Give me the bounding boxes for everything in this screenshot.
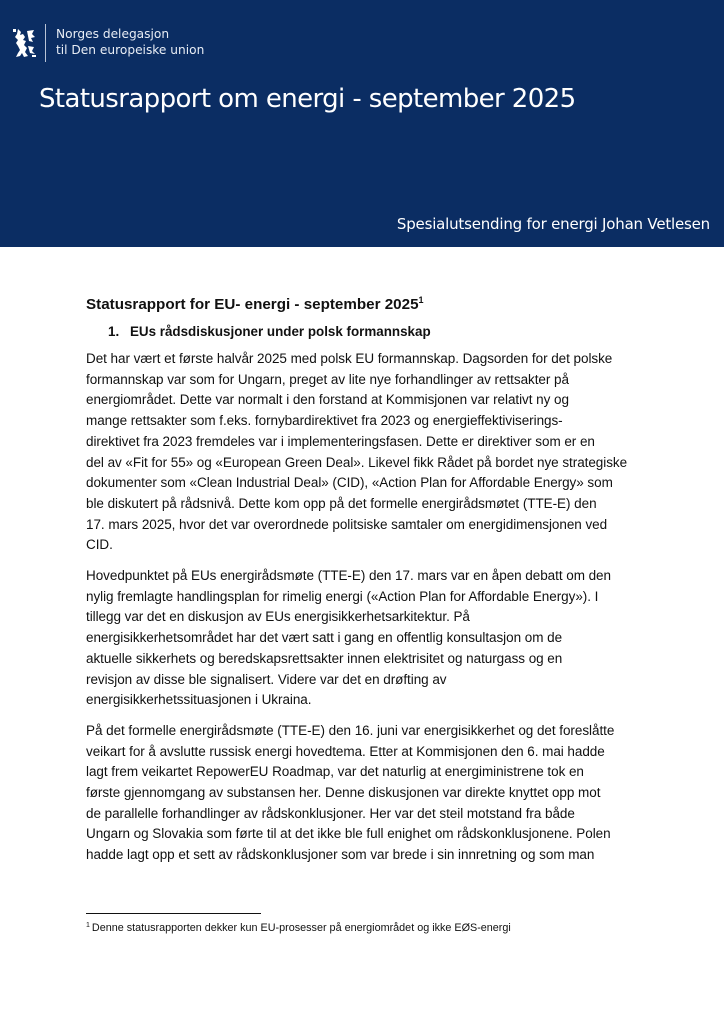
section-heading — [108, 324, 646, 339]
paragraph-line: Det har vært et første halvår 2025 med polsk EU formannskap. Dagsorden for det polske — [86, 351, 613, 366]
paragraph-line: del av «Fit for 55» og «European Green Deal». Likevel fikk Rådet på bordet nye strategiske — [86, 454, 628, 470]
paragraph-line: 17. mars 2025, hvor det var overordnede politsiske samtaler om energidimensjonen ved — [86, 516, 608, 532]
footnote-number: 1 — [86, 922, 90, 929]
paragraph-line: energiområdet. Dette var normalt i den forstand at Kommisjonen var relativt ny og — [86, 392, 569, 408]
document-body — [86, 296, 646, 876]
paragraph-3 — [86, 721, 646, 866]
paragraph-line: tillegg var det en diskusjon av EUs energisikkerhetsarkitektur. På — [86, 609, 470, 625]
report-heading-text: Statusrapport for EU- energi - september 2025 — [86, 296, 419, 313]
paragraph-line: nylig fremlagte handlingsplan for rimelig energi («Action Plan for Affordable Energy»). I — [86, 588, 599, 604]
paragraph-line: veikart for å avslutte russisk energi hovedtema. Etter at Kommisjonen den 6. mai hadde — [86, 743, 605, 759]
organization-line-1: Norges delegasjon — [56, 27, 170, 41]
section-number: 1. — [108, 324, 120, 339]
paragraph-1 — [86, 349, 646, 556]
paragraph-line: første gjennomgang av substansen her. Denne diskusjonen var direkte knyttet opp mot — [86, 785, 601, 801]
footnote-text: Denne statusrapporten dekker kun EU-prosesser på energiområdet og ikke EØS-energi — [91, 922, 511, 934]
report-heading — [86, 296, 646, 313]
organization-line-2: til Den europeiske union — [56, 42, 205, 57]
document-subtitle: Spesialutsending for energi Johan Vetlesen — [396, 215, 710, 233]
footnote-separator — [86, 913, 261, 914]
paragraph-line: energisikkerhetssituasjonen i Ukraina. — [86, 692, 312, 708]
paragraph-line: Ungarn og Slovakia som førte til at det ikke ble full enighet om rådskonklusjonene. Polen — [86, 826, 611, 842]
paragraph-line: Hovedpunktet på EUs energirådsmøte (TTE-E) den 17. mars var en åpen debatt om den — [86, 568, 611, 584]
document-title: Statusrapport om energi - september 2025 — [39, 84, 576, 114]
paragraph-line: lagt frem veikartet RepowerEU Roadmap, var det naturlig at energiministrene tok en — [86, 764, 584, 780]
coat-of-arms-lion-icon — [12, 26, 38, 60]
paragraph-line: energisikkerhetsområdet har det vært satt i gang en offentlig konsultasjon om de — [86, 630, 563, 646]
paragraph-line: aktuelle sikkerhets og beredskapsrettsakter innen elektrisitet og naturgass og en — [86, 650, 563, 666]
footnote — [86, 922, 511, 934]
paragraph-line: formannskap var som for Ungarn, preget av lite nye forhandlinger av rettsakter på — [86, 371, 569, 387]
logo-divider — [45, 24, 46, 62]
organization-name — [56, 27, 204, 58]
paragraph-line: de parallelle forhandlinger av rådskonklusjoner. Her var det steil motstand fra både — [86, 805, 575, 821]
paragraph-line: CID. — [86, 537, 113, 553]
footnote-reference[interactable]: 1 — [418, 295, 424, 305]
paragraph-line: På det formelle energirådsmøte (TTE-E) den 16. juni var energisikkerhet og det foreslåtte — [86, 722, 615, 738]
paragraph-line: revisjon av disse ble signalisert. Videre var det en drøfting av — [86, 671, 447, 687]
paragraph-line: direktivet fra 2023 fremdeles var i implementeringsfasen. Dette er direktiver som er en — [86, 433, 595, 449]
section-title: EUs rådsdiskusjoner under polsk formannskap — [130, 324, 431, 339]
paragraph-line: hadde lagt opp et sett av rådskonklusjoner som var brede i sin innretning og som man — [86, 847, 595, 863]
paragraph-line: mange rettsakter som f.eks. fornybardirektivet fra 2023 og energieffektiviserings- — [86, 413, 563, 429]
paragraph-2 — [86, 566, 646, 711]
header-banner — [0, 0, 724, 247]
paragraph-line: ble diskutert på rådsnivå. Dette kom opp på det formelle energirådsmøtet (TTE-E) den — [86, 495, 597, 511]
paragraph-line: dokumenter som «Clean Industrial Deal» (CID), «Action Plan for Affordable Energy» som — [86, 475, 613, 491]
